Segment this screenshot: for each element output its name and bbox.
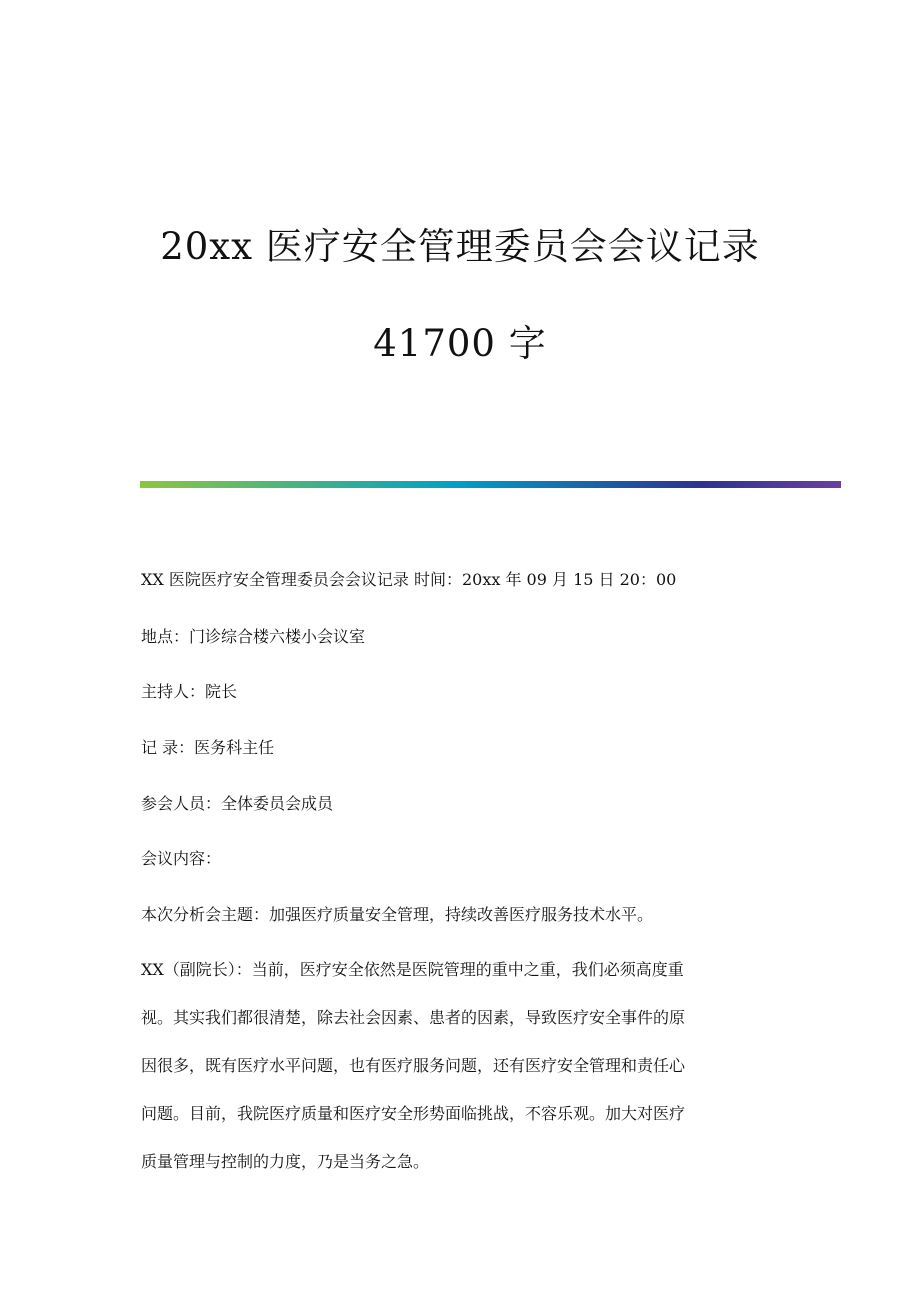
speech-line: 因很多，既有医疗水平问题，也有医疗服务问题，还有医疗安全管理和责任心 [141, 1056, 686, 1075]
meeting-recorder: 记 录：医务科主任 [141, 738, 275, 757]
speech-line: 问题。目前，我院医疗质量和医疗安全形势面临挑战，不容乐观。加大对医疗 [141, 1104, 686, 1123]
speech-paragraph [141, 946, 781, 1186]
document-title-line-2: 41700 字 [373, 322, 547, 365]
meeting-location: 地点：门诊综合楼六楼小会议室 [141, 627, 366, 646]
speech-line: 视。其实我们都很清楚，除去社会因素、患者的因素，导致医疗安全事件的原 [141, 1008, 686, 1027]
meeting-attendees: 参会人员：全体委员会成员 [141, 794, 334, 813]
meeting-topic: 本次分析会主题：加强医疗质量安全管理，持续改善医疗服务技术水平。 [141, 905, 654, 924]
meeting-host: 主持人：院长 [141, 682, 238, 701]
title-divider [140, 481, 841, 488]
meeting-header-line: XX 医院医疗安全管理委员会会议记录 时间：20xx 年 09 月 15 日 20：00 [141, 570, 677, 589]
meeting-content-label: 会议内容： [141, 849, 222, 868]
document-title-line-1: 20xx 医疗安全管理委员会会议记录 [160, 225, 760, 268]
speech-line: XX（副院长）：当前，医疗安全依然是医院管理的重中之重，我们必须高度重 [141, 960, 684, 979]
speech-line: 质量管理与控制的力度，乃是当务之急。 [141, 1152, 430, 1171]
